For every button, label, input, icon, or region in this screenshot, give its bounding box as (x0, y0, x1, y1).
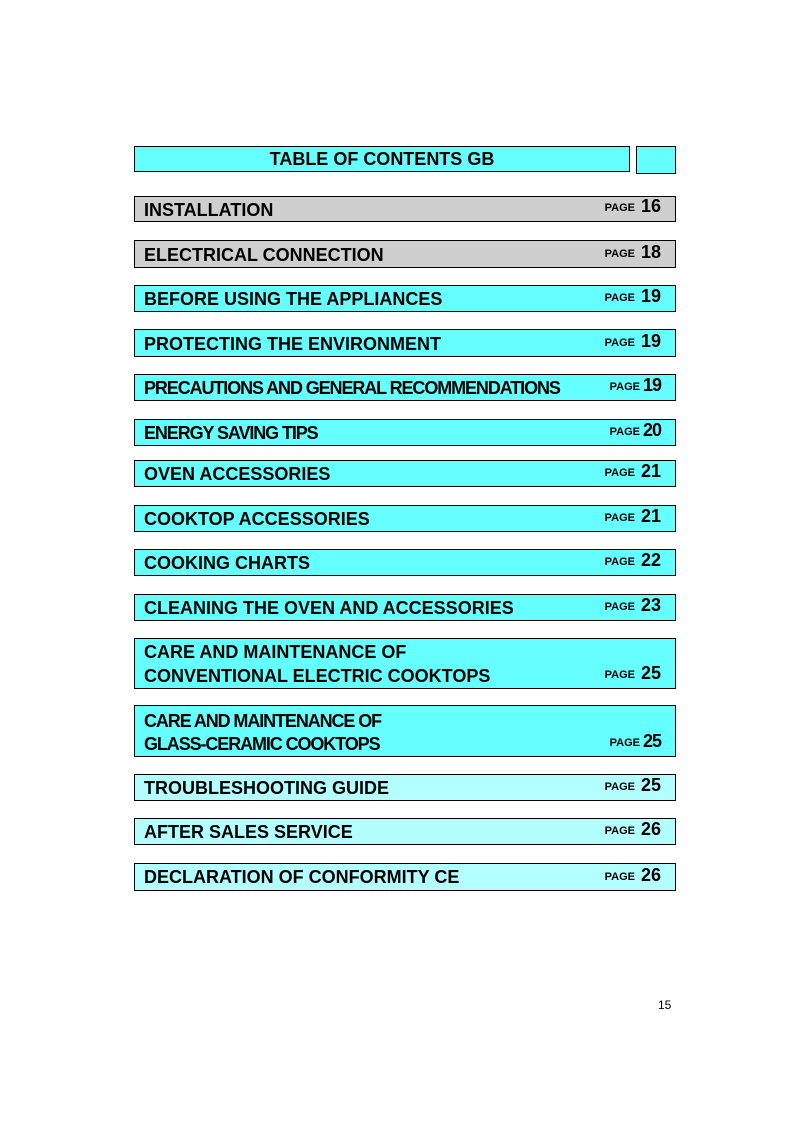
toc-entry-pageref: PAGE 19 (604, 331, 661, 351)
toc-entry-care-conventional[interactable] (134, 638, 676, 689)
toc-entry-pageref: PAGE 18 (604, 242, 661, 262)
toc-entry-pageref: PAGE 26 (604, 865, 661, 885)
toc-entry-label: CLEANING THE OVEN AND ACCESSORIES (144, 598, 514, 618)
toc-entry-label: AFTER SALES SERVICE (144, 822, 353, 842)
toc-entry-label-line1: CARE AND MAINTENANCE OF (144, 642, 407, 662)
toc-title (134, 146, 630, 172)
toc-entry-pageref: PAGE 25 (604, 775, 661, 795)
toc-entry-pageref: PAGE 20 (609, 420, 661, 440)
toc-entry-precautions[interactable] (134, 374, 676, 401)
toc-entry-pageref: PAGE 19 (609, 375, 661, 395)
toc-entry-before-using[interactable] (134, 285, 676, 312)
toc-entry-label-line2: CONVENTIONAL ELECTRIC COOKTOPS (144, 666, 491, 686)
toc-entry-cooking-charts[interactable] (134, 549, 676, 576)
toc-entry-cooktop-accessories[interactable] (134, 505, 676, 532)
toc-entry-label: DECLARATION OF CONFORMITY CE (144, 867, 460, 887)
toc-entry-label-line2: GLASS-CERAMIC COOKTOPS (144, 734, 380, 754)
toc-entry-pageref: PAGE 19 (604, 286, 661, 306)
toc-entry-label: OVEN ACCESSORIES (144, 464, 331, 484)
toc-entry-protecting-environment[interactable] (134, 329, 676, 357)
toc-entry-after-sales[interactable] (134, 818, 676, 845)
toc-entry-label: PROTECTING THE ENVIRONMENT (144, 334, 442, 354)
toc-entry-label: INSTALLATION (144, 200, 274, 220)
toc-entry-troubleshooting[interactable] (134, 774, 676, 801)
toc-title-text: TABLE OF CONTENTS GB (269, 148, 495, 169)
toc-entry-label: COOKTOP ACCESSORIES (144, 509, 370, 529)
toc-entry-care-glass-ceramic[interactable] (134, 705, 676, 757)
toc-entry-label-line1: CARE AND MAINTENANCE OF (144, 711, 382, 731)
toc-entry-electrical-connection[interactable] (134, 240, 676, 268)
toc-entry-oven-accessories[interactable] (134, 460, 676, 487)
toc-entry-cleaning-oven[interactable] (134, 594, 676, 621)
toc-entry-pageref: PAGE 21 (604, 461, 661, 481)
title-side-box (636, 146, 676, 174)
toc-entry-pageref: PAGE 21 (604, 506, 661, 526)
toc-entry-declaration[interactable] (134, 863, 676, 891)
toc-entry-label: COOKING CHARTS (144, 553, 310, 573)
toc-entry-energy-saving[interactable] (134, 419, 676, 446)
toc-entry-label: TROUBLESHOOTING GUIDE (144, 778, 390, 798)
toc-entry-installation[interactable] (134, 196, 676, 222)
toc-entry-pageref: PAGE 26 (604, 819, 661, 839)
toc-entry-label: ELECTRICAL CONNECTION (144, 245, 384, 265)
toc-entry-label: BEFORE USING THE APPLIANCES (144, 289, 443, 309)
page-number: 15 (658, 998, 672, 1012)
toc-entry-label: PRECAUTIONS AND GENERAL RECOMMENDATIONS (144, 378, 560, 398)
toc-entry-pageref: PAGE 25 (609, 731, 661, 751)
toc-entry-pageref: PAGE 25 (604, 663, 661, 683)
toc-entry-pageref: PAGE 23 (604, 595, 661, 615)
toc-entry-label: ENERGY SAVING TIPS (144, 423, 318, 443)
toc-entry-pageref: PAGE 22 (604, 550, 661, 570)
toc-entry-pageref: PAGE 16 (604, 196, 661, 216)
